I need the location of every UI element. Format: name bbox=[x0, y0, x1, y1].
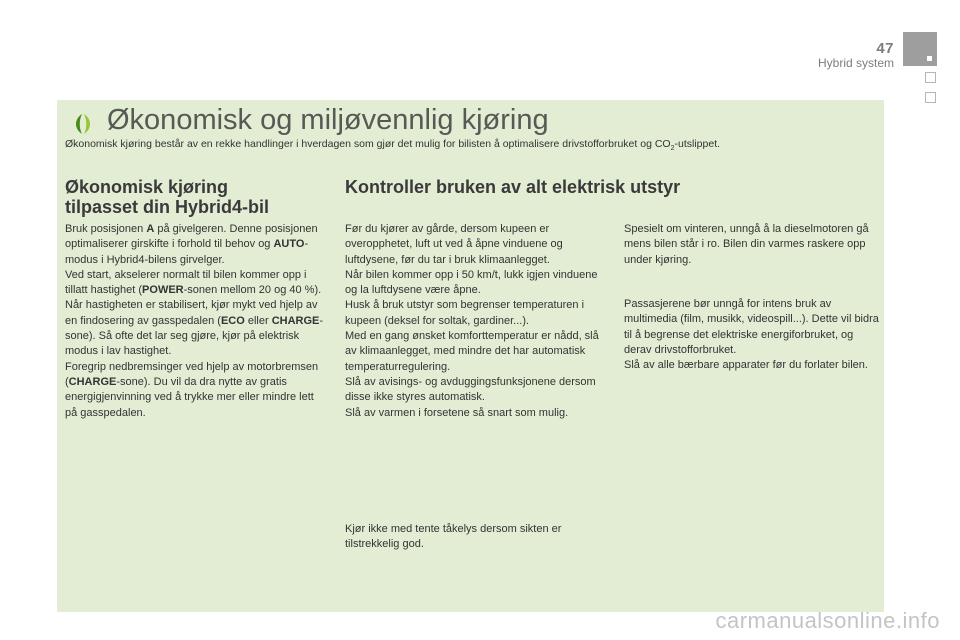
paragraph: Kjør ikke med tente tåkelys dersom sikten er tilstrekkelig god. bbox=[345, 523, 562, 551]
intro-text: Økonomisk kjøring består av en rekke handlinger i hverdagen som gjør det mulig for bilisten å optimalisere drivstofforbruket og $CO_2$-utslippet. bbox=[65, 138, 721, 153]
watermark: carmanualsonline.info bbox=[715, 608, 940, 633]
page-number: 47 bbox=[876, 40, 894, 57]
paragraph: Før du kjører av gårde, dersom kupeen er overopphetet, luft ut ved å åpne vinduene og luftdysene, før du tar i bruk klimaanlegget. bbox=[345, 223, 563, 266]
section-title-eco-driving: Økonomisk kjøring tilpasset din Hybrid4-bil bbox=[65, 177, 270, 217]
paragraph: Passasjerene bør unngå for intens bruk av multimedia (film, musikk, videospill...). Dette vil bidra til å begrense det elektriske energiforbruket, og derav drivstofforbruket. bbox=[624, 298, 879, 356]
equipment-text-main bbox=[345, 222, 607, 421]
section-title-electrical-equipment: Kontroller bruken av alt elektrisk utstyr bbox=[345, 177, 681, 197]
chapter-tab[interactable] bbox=[925, 72, 936, 83]
paragraph: Husk å bruk utstyr som begrenser temperaturen i kupeen (deksel for soltak, gardiner...). bbox=[345, 299, 585, 327]
leaf-icon bbox=[70, 112, 96, 136]
paragraph: Ved start, akselerer normalt til bilen kommer opp i tillatt hastighet (POWER-sonen mellom 20 og 40 %). bbox=[65, 268, 322, 297]
paragraph: Slå av alle bærbare apparater før du forlater bilen. bbox=[624, 359, 868, 372]
paragraph: Med en gang ønsket komforttemperatur er nådd, slå av klimaanlegget, med mindre det har automatisk temperaturregulering. bbox=[345, 330, 599, 373]
passenger-text bbox=[624, 297, 879, 373]
paragraph: Foregrip nedbremsinger ved hjelp av motorbremsen (CHARGE-sone). Du vil da dra nytte av gratis energigjenvinning ved å trykke mer eller mindre lett på gasspedalen. bbox=[65, 360, 319, 419]
paragraph: Slå av varmen i forsetene så snart som mulig. bbox=[345, 406, 569, 419]
paragraph: Når bilen kommer opp i 50 km/t, lukk igjen vinduene og la luftdysene være åpne. bbox=[345, 268, 598, 297]
chapter-tab[interactable] bbox=[925, 92, 936, 103]
section-name: Hybrid system bbox=[817, 56, 894, 70]
chapter-tab-active[interactable] bbox=[903, 32, 937, 66]
paragraph: Når hastigheten er stabilisert, kjør mykt ved hjelp av en findosering av gasspedalen (ECO eller CHARGE-sone). Så ofte det lar seg gjøre, kjør på elektrisk modus i lav hastighet. bbox=[65, 299, 324, 358]
paragraph: Bruk posisjonen A på givelgeren. Denne posisjonen optimaliserer girskifte i forhold til behov og AUTO-modus i Hybrid4-bilens girvelger. bbox=[65, 223, 318, 266]
paragraph: Slå av avisings- og avduggingsfunksjonene dersom disse ikke styres automatisk. bbox=[345, 375, 596, 404]
page-title: Økonomisk og miljøvennlig kjøring bbox=[107, 104, 549, 136]
winter-text bbox=[624, 222, 879, 268]
eco-driving-text bbox=[65, 222, 327, 421]
tab-marker bbox=[927, 56, 932, 61]
paragraph: Spesielt om vinteren, unngå å la dieselmotoren gå mens bilen står i ro. Bilen din varmes raskere opp under kjøring. bbox=[624, 223, 869, 266]
fog-light-text bbox=[345, 522, 607, 553]
